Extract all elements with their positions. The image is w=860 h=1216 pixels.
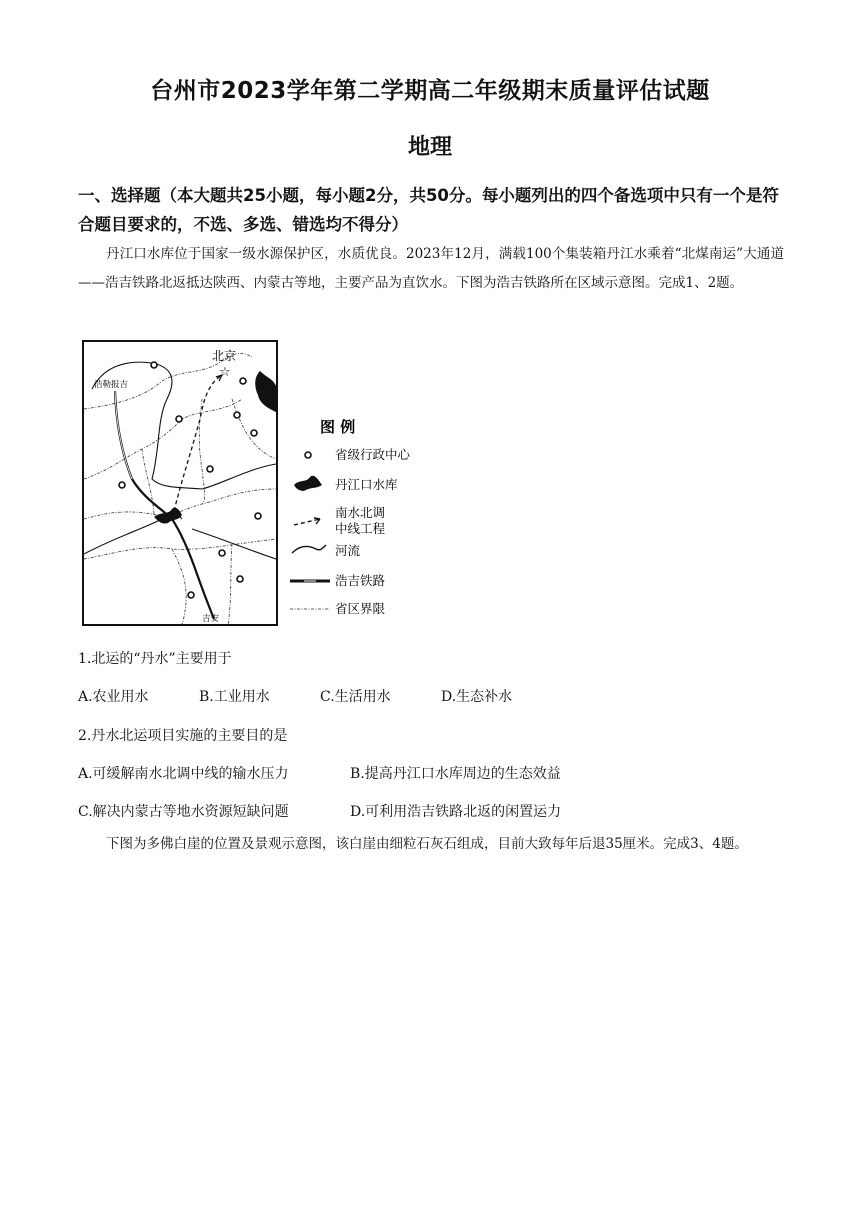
- legend-border: 省区界限: [335, 601, 386, 616]
- passage-2: 下图为多佛白崖的位置及景观示意图，该白崖由细粒石灰石组成，目前大致每年后退35厘米。完成3、4题。: [106, 836, 748, 852]
- legend-diversion-2: 中线工程: [335, 521, 386, 536]
- subject-title: 地理: [407, 135, 452, 160]
- exam-title: 台州市2023学年第二学期高二年级期末质量评估试题: [150, 78, 710, 104]
- passage-1: 丹江口水库位于国家一级水源保护区，水质优良。2023年12月，满载100个集装箱丹江水乘着“北煤南运”大通道——浩吉铁路北返抵达陕西、内蒙古等地，主要产品为直饮水。下图为浩吉铁路所在区域示意图。完成1、2题。: [78, 246, 784, 291]
- legend-title: 图 例: [320, 418, 356, 436]
- legend-railway: 浩吉铁路: [335, 573, 386, 588]
- q1-option-c[interactable]: C.生活用水: [320, 689, 391, 705]
- q1-option-b[interactable]: B.工业用水: [199, 689, 270, 705]
- q2-option-a[interactable]: A.可缓解南水北调中线的输水压力: [78, 766, 289, 782]
- label-jian: 吉安: [202, 614, 220, 624]
- legend-capital: 省级行政中心: [335, 447, 411, 462]
- question-1-stem: 1.北运的“丹水”主要用于: [78, 651, 232, 667]
- q1-option-d[interactable]: D.生态补水: [441, 689, 513, 705]
- label-beijing: 北京: [212, 349, 237, 363]
- legend-river: 河流: [335, 543, 361, 558]
- legend-diversion-1: 南水北调: [335, 505, 386, 520]
- legend-reservoir: 丹江口水库: [335, 477, 398, 492]
- q1-option-a[interactable]: A.农业用水: [78, 689, 149, 705]
- label-haolebaoji: 浩勒报吉: [94, 380, 129, 390]
- q2-option-c[interactable]: C.解决内蒙古等地水资源短缺问题: [78, 804, 289, 820]
- q2-option-b[interactable]: B.提高丹江口水库周边的生态效益: [350, 766, 561, 782]
- svg-text:☆: ☆: [219, 365, 231, 380]
- railway-map: [82, 339, 412, 629]
- section-heading: 一、选择题（本大题共25小题，每小题2分，共50分。每小题列出的四个备选项中只有一个是符合题目要求的，不选、多选、错选均不得分）: [78, 186, 779, 234]
- q2-option-d[interactable]: D.可利用浩吉铁路北返的闲置运力: [350, 804, 562, 820]
- question-2-stem: 2.丹水北运项目实施的主要目的是: [78, 728, 288, 744]
